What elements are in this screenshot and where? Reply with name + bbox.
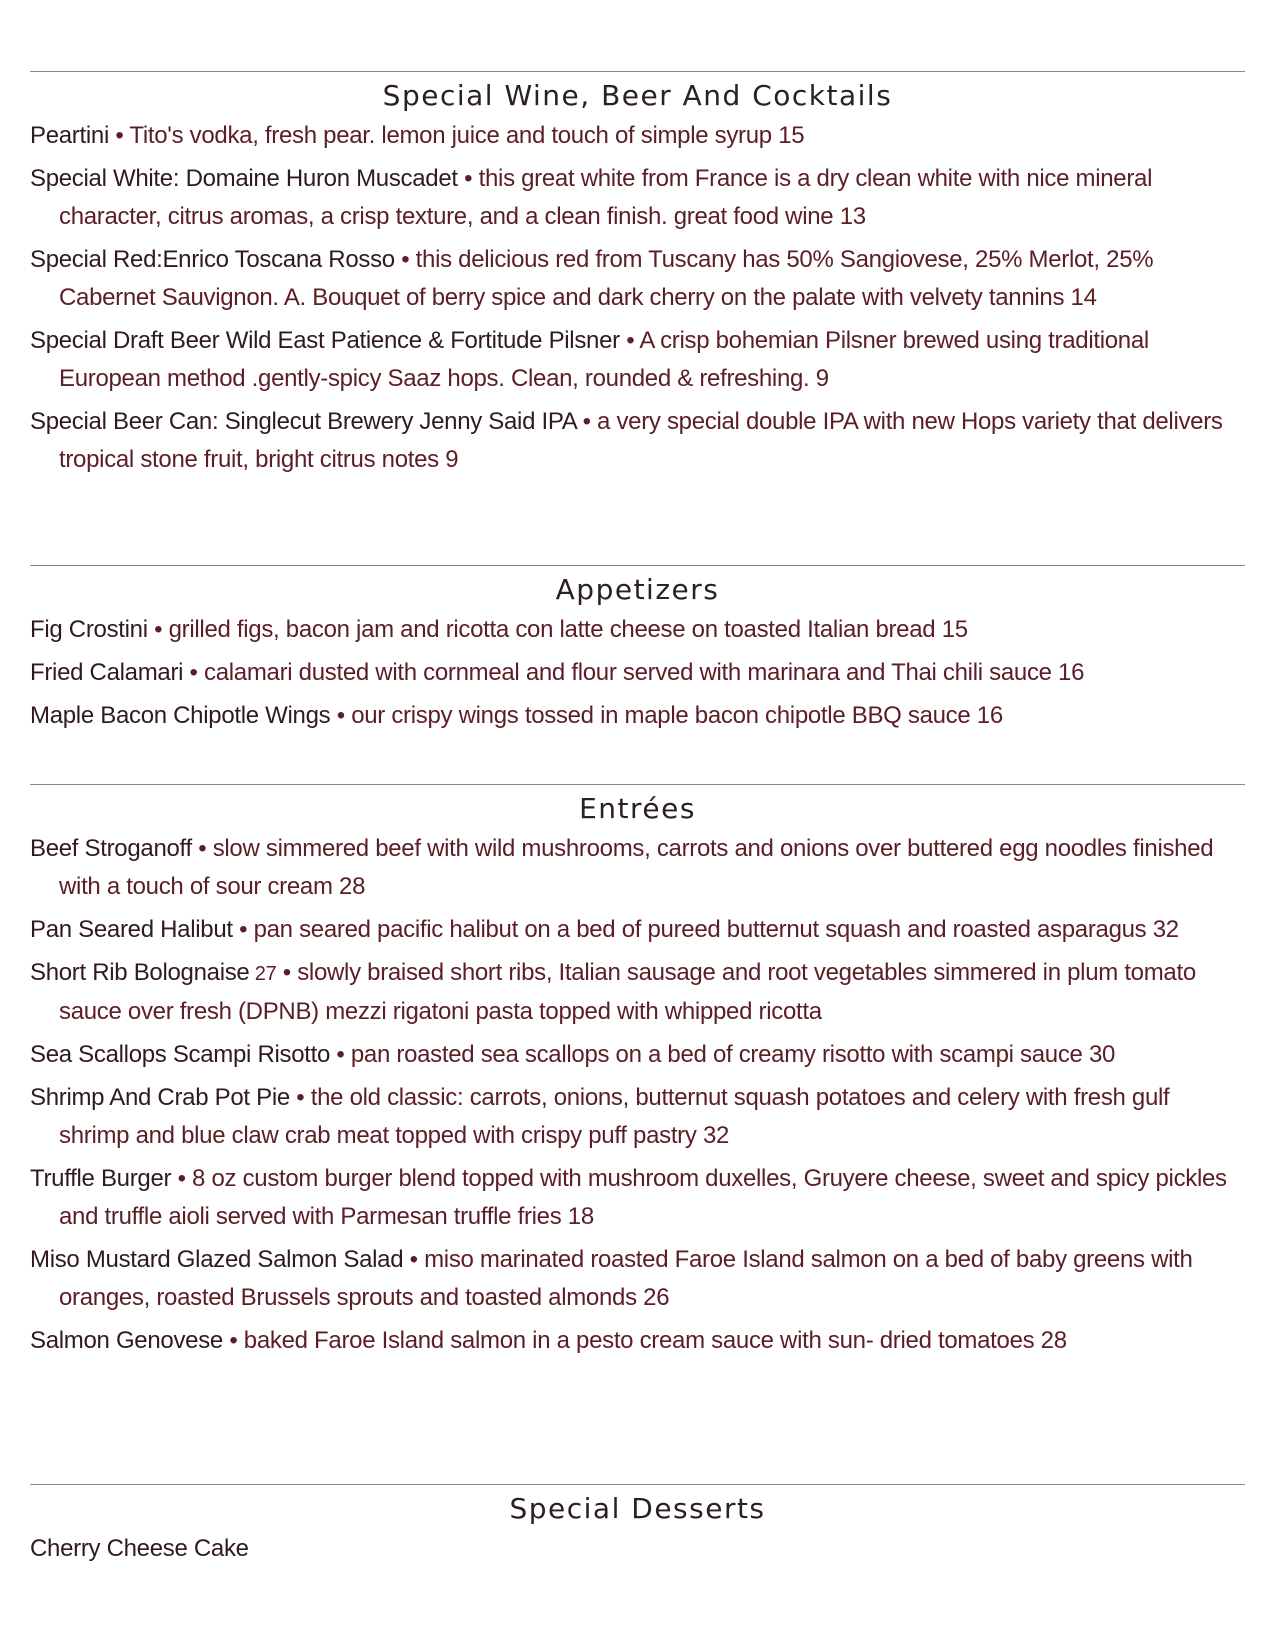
- item-name: Fig Crostini: [30, 616, 148, 643]
- menu-item: [30, 160, 1245, 236]
- menu-item: [30, 403, 1245, 479]
- item-description: • the old classic: carrots, onions, butternut squash potatoes and celery with fresh gulf shrimp and blue claw crab meat topped with crispy puff pastry 32: [59, 1084, 1170, 1149]
- item-description: • pan seared pacific halibut on a bed of pureed butternut squash and roasted asparagus 32: [232, 916, 1179, 943]
- item-name: Salmon Genovese: [30, 1327, 223, 1354]
- section-title: Entrées: [579, 792, 696, 825]
- item-name: Cherry Cheese Cake: [30, 1535, 249, 1562]
- item-name: Shrimp And Crab Pot Pie: [30, 1084, 290, 1111]
- item-description: • slow simmered beef with wild mushrooms, carrots and onions over buttered egg noodles finished with a touch of sour cream 28: [59, 835, 1214, 900]
- section-title: Appetizers: [555, 573, 720, 606]
- section-divider: [30, 1484, 1245, 1485]
- menu-item: [30, 322, 1245, 398]
- item-description: • pan roasted sea scallops on a bed of creamy risotto with scampi sauce 30: [330, 1041, 1116, 1068]
- menu-item: [30, 1241, 1245, 1317]
- menu-item: [30, 117, 1245, 155]
- item-description: • slowly braised short ribs, Italian sausage and root vegetables simmered in plum tomato sauce over fresh (DPNB) mezzi rigatoni pasta topped with whipped ricotta: [59, 959, 1196, 1025]
- item-name: Maple Bacon Chipotle Wings: [30, 702, 331, 729]
- item-name: Special Beer Can: Singlecut Brewery Jenny Said IPA: [30, 408, 577, 435]
- menu-item: [30, 654, 1245, 692]
- item-name: Pan Seared Halibut: [30, 916, 233, 943]
- item-price: 27: [249, 963, 277, 985]
- menu-item: [30, 954, 1245, 1031]
- menu-item: [30, 241, 1245, 317]
- item-description: • calamari dusted with cornmeal and flour served with marinara and Thai chili sauce 16: [183, 659, 1085, 686]
- section-divider: [30, 71, 1245, 72]
- item-description: • a very special double IPA with new Hops variety that delivers tropical stone fruit, bright citrus notes 9: [59, 408, 1223, 473]
- item-name: Beef Stroganoff: [30, 835, 192, 862]
- section-drinks: [30, 71, 1245, 484]
- menu-item: [30, 1036, 1245, 1074]
- item-description: • our crispy wings tossed in maple bacon chipotle BBQ sauce 16: [330, 702, 1003, 729]
- item-name: Miso Mustard Glazed Salmon Salad: [30, 1246, 404, 1273]
- item-description: • baked Faroe Island salmon in a pesto cream sauce with sun- dried tomatoes 28: [222, 1327, 1067, 1354]
- section-appetizers: [30, 565, 1245, 740]
- item-name: Special Red:Enrico Toscana Rosso: [30, 246, 395, 273]
- menu-item: [30, 830, 1245, 906]
- section-entrees: [30, 784, 1245, 1365]
- menu-item: [30, 1079, 1245, 1155]
- menu-item: [30, 1530, 1245, 1568]
- item-name: Special Draft Beer Wild East Patience & Fortitude Pilsner: [30, 327, 620, 354]
- item-description: • Tito's vodka, fresh pear. lemon juice and touch of simple syrup 15: [108, 122, 805, 149]
- item-description: • 8 oz custom burger blend topped with mushroom duxelles, Gruyere cheese, sweet and spicy pickles and truffle aioli served with Parmesan truffle fries 18: [59, 1165, 1227, 1230]
- section-title: Special Wine, Beer And Cocktails: [382, 79, 893, 112]
- item-description: • this great white from France is a dry clean white with nice mineral character, citrus aromas, a crisp texture, and a clean finish. great food wine 13: [59, 165, 1153, 230]
- menu-item: [30, 1322, 1245, 1360]
- section-desserts: [30, 1484, 1245, 1573]
- menu-item: [30, 611, 1245, 649]
- item-name: Peartini: [30, 122, 109, 149]
- section-title: Special Desserts: [509, 1492, 766, 1525]
- menu-item: [30, 911, 1245, 949]
- item-name: Short Rib Bolognaise: [30, 959, 250, 986]
- menu-item: [30, 1160, 1245, 1236]
- item-description: • grilled figs, bacon jam and ricotta con latte cheese on toasted Italian bread 15: [147, 616, 968, 643]
- item-description: • A crisp bohemian Pilsner brewed using traditional European method .gently-spicy Saaz hops. Clean, rounded & refreshing. 9: [59, 327, 1149, 392]
- section-divider: [30, 565, 1245, 566]
- section-divider: [30, 784, 1245, 785]
- menu-item: [30, 697, 1245, 735]
- item-name: Special White: Domaine Huron Muscadet: [30, 165, 458, 192]
- item-name: Truffle Burger: [30, 1165, 172, 1192]
- item-description: • miso marinated roasted Faroe Island salmon on a bed of baby greens with oranges, roasted Brussels sprouts and toasted almonds 26: [59, 1246, 1193, 1311]
- item-name: Fried Calamari: [30, 659, 184, 686]
- item-name: Sea Scallops Scampi Risotto: [30, 1041, 331, 1068]
- item-description: • this delicious red from Tuscany has 50% Sangiovese, 25% Merlot, 25% Cabernet Sauvignon. A. Bouquet of berry spice and dark cherry on the palate with velvety tannins 14: [59, 246, 1154, 311]
